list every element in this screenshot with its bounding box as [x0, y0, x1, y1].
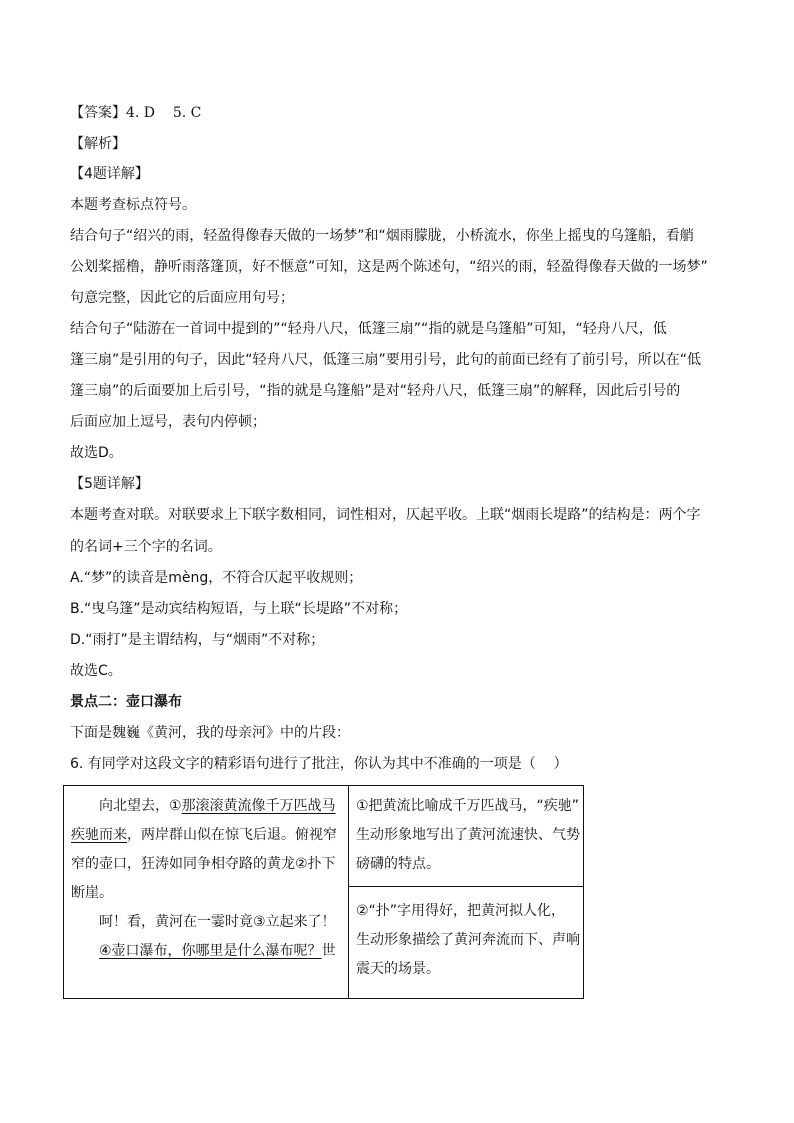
q4-line: 故选D。 [70, 445, 123, 461]
passage-line: 向北望去，①那滚滚黄流像千万匹战马 [99, 798, 336, 814]
passage-cell [64, 786, 349, 999]
note-line: ①把黄流比喻成千万匹战马，“疾驰” [356, 798, 580, 814]
q5-line: B.“曳乌篷”是动宾结构短语，与上联“长堤路”不对称； [70, 601, 408, 617]
q5-header: 【5题详解】 [70, 476, 149, 492]
q5-line: D.“雨打”是主谓结构，与“烟雨”不对称； [70, 632, 325, 648]
passage-line: 呵！看，黄河在一霎时竟③立起来了！ [99, 914, 336, 930]
q4-line: 本题考查标点符号。 [70, 197, 196, 213]
q5-line: 的名词+三个字的名词。 [70, 539, 222, 555]
answer-line [70, 103, 201, 123]
passage-line: 疾驰而来，两岸群山似在惊飞后退。俯视窄 [71, 827, 337, 843]
passage-line: 窄的壶口，狂涛如同争相夺路的黄龙②扑下 [71, 856, 336, 872]
answer-text: 4. D 5. C [126, 105, 202, 121]
q4-header: 【4题详解】 [70, 166, 149, 182]
note-line: 生动形象描绘了黄河奔流而下、声响 [356, 932, 580, 948]
q4-line: 结合句子“陆游在一首词中提到的”“轻舟八尺，低篷三扇”“指的就是乌篷船”可知，“轻舟八尺，低 [70, 321, 667, 337]
note-line: 震天的场景。 [356, 961, 440, 977]
q4-line: 结合句子“绍兴的雨，轻盈得像春天做的一场梦”和“烟雨朦胧，小桥流水，你坐上摇曳的乌篷船，看艄 [70, 228, 694, 244]
q4-line: 篷三扇”的后面要加上后引号，“指的就是乌篷船”是对“轻舟八尺，低篷三扇”的解释，因此后引号的 [70, 383, 681, 399]
q5-line: 故选C。 [70, 663, 122, 679]
note-line: 生动形象地写出了黄河流速快、气势 [356, 827, 580, 843]
passage-line: 断崖。 [71, 885, 113, 901]
analysis-label: 【解析】 [70, 136, 126, 152]
q5-line: 本题考查对联。对联要求上下联字数相同，词性相对，仄起平收。上联“烟雨长堤路”的结构是：两个字 [70, 507, 701, 523]
question-6: 6. 有同学对这段文字的精彩语句进行了批注，你认为其中不准确的一项是（ ） [70, 756, 568, 772]
q4-line: 句意完整，因此它的后面应用句号； [70, 290, 294, 306]
q5-line: A.“梦”的读音是mèng，不符合仄起平收规则； [70, 570, 363, 586]
q4-line: 后面应加上逗号，表句内停顿； [70, 414, 266, 430]
q4-line: 公划桨摇橹，静听雨落篷顶，好不惬意”可知，这是两个陈述句，“绍兴的雨，轻盈得像春天做的一场梦” [70, 259, 708, 275]
spot2-title: 景点二：壶口瀑布 [70, 694, 182, 710]
q4-line: 篷三扇”是引用的句子，因此“轻舟八尺，低篷三扇”要用引号，此句的前面已经有了前引号，所以在“低 [70, 352, 702, 368]
answer-label: 【答案】 [70, 105, 126, 121]
spot2-intro: 下面是魏巍《黄河，我的母亲河》中的片段： [70, 725, 350, 741]
note-1-cell [349, 786, 584, 887]
annotation-table [63, 785, 584, 999]
passage-line: ④壶口瀑布，你哪里是什么瀑布呢？世 [99, 943, 336, 959]
note-line: 磅礴的特点。 [356, 856, 440, 872]
note-line: ②“扑”字用得好，把黄河拟人化， [356, 903, 566, 919]
note-2-cell [349, 887, 584, 999]
